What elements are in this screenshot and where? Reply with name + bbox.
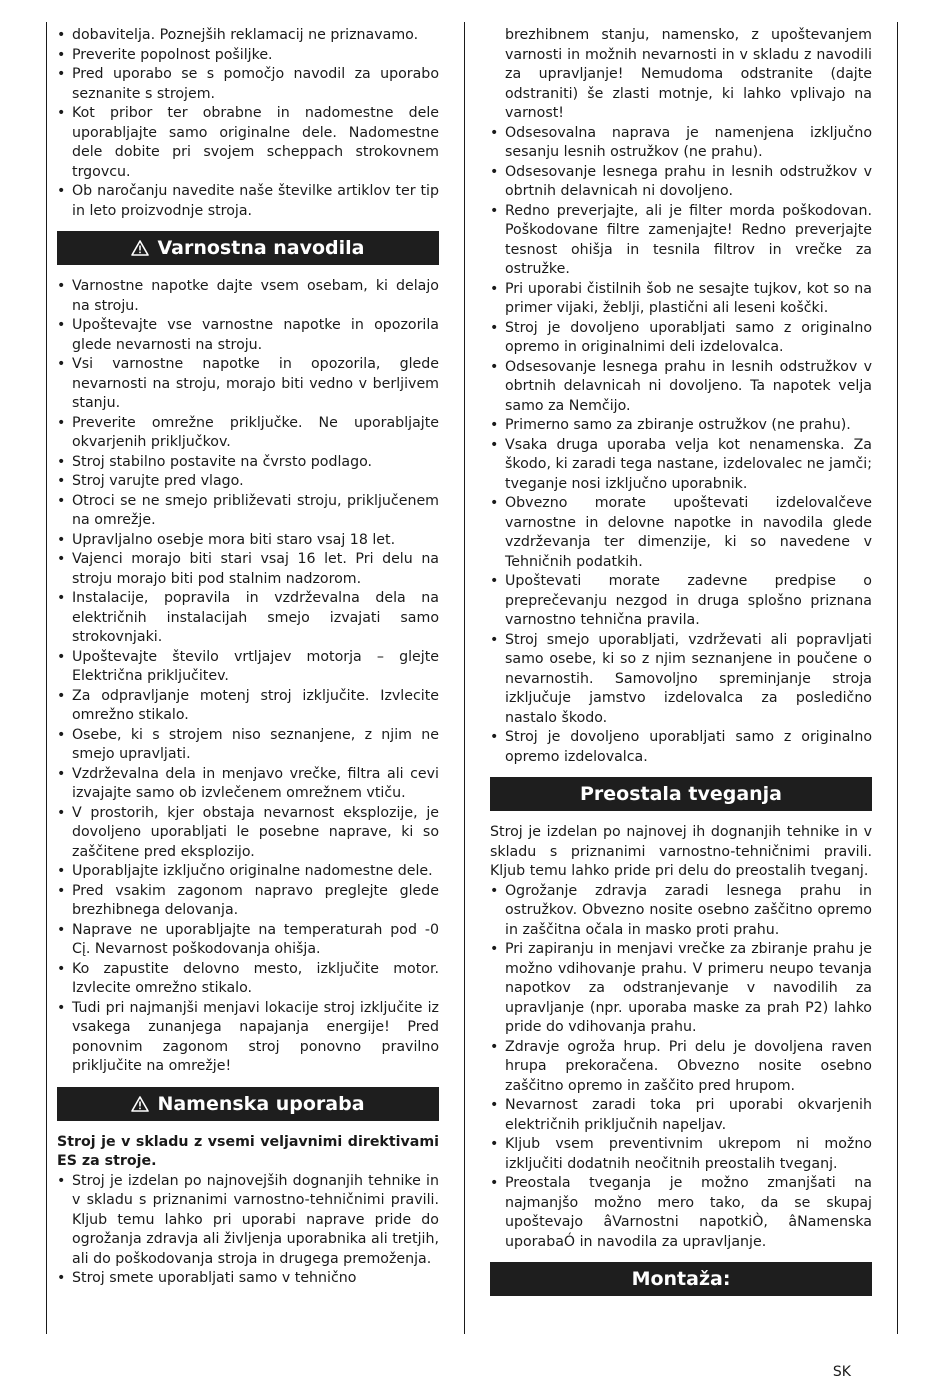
risks-list: [490, 882, 872, 1253]
list-item: • Preostala tveganja je možno zmanjšati na najmanjšo možno mero tako, da se skupaj upoštevajo âVarnostni napotkiÒ, âNamenska uporabaÓ in navodila za upravljanje.: [490, 1174, 872, 1252]
list-item: • Ogrožanje zdravja zaradi lesnega prahu in ostružkov. Obvezno nosite osebno zaščitno opremo in zaščitna očala in masko proti prahu.: [490, 882, 872, 941]
intro-list: [57, 26, 439, 221]
list-item: • V prostorih, kjer obstaja nevarnost eksplozije, je dovoljeno uporabljati le posebne naprave, ki so zaščitene pred eksplozijo.: [57, 804, 439, 863]
list-item: • Stroj je izdelan po najnovejših dognanjih tehnike in v skladu s priznanimi varnostno-tehničnimi pravili. Kljub temu lahko pri uporabi naprave pride do ogrožanja zdravja ali življenja uporabnika ali tretjih, ali do poškodovanja stroja in drugega premoženja.: [57, 1172, 439, 1270]
right-column: [490, 26, 872, 1308]
list-item: • Kljub vsem preventivnim ukrepom ni možno izključiti dodatnih neočitnih preostalih tveganj.: [490, 1135, 872, 1174]
list-item: • Odsesovanje lesnega prahu in lesnih odstružkov v obrtnih delavnicah ni dovoljeno.: [490, 163, 872, 202]
use-list-left: [57, 1172, 439, 1289]
warning-icon: [131, 1089, 149, 1123]
list-item: • Varnostne napotke dajte vsem osebam, ki delajo na stroju.: [57, 277, 439, 316]
risks-intro: Stroj je izdelan po najnovej ih dognanjih tehnike in v skladu s priznanimi varnostno-tehničnimi pravili. Kljub temu lahko pride pri delu do preostalih tveganj.: [490, 824, 872, 879]
list-item: • Stroj je dovoljeno uporabljati samo z originalno opremo in originalnimi deli izdelovalca.: [490, 319, 872, 358]
list-item: • Pred vsakim zagonom napravo preglejte glede brezhibnega delovanja.: [57, 882, 439, 921]
list-item: • Stroj je dovoljeno uporabljati samo z originalno opremo izdelovalca.: [490, 728, 872, 767]
risks-heading: [490, 777, 872, 811]
list-item: • Stroj smete uporabljati samo v tehnično: [57, 1269, 439, 1289]
list-item: • Ko zapustite delovno mesto, izključite motor. Izvlecite omrežno stikalo.: [57, 960, 439, 999]
list-item: • Zdravje ogroža hrup. Pri delu je dovoljena raven hrupa prekoračena. Obvezno nosite osebno zaščitno opremo in zaščito pred hrupom.: [490, 1038, 872, 1097]
list-item: • Odsesovanje lesnega prahu in lesnih odstružkov v obrtnih delavnicah ni dovoljeno. Ta napotek velja samo za Nemčijo.: [490, 358, 872, 417]
list-item: • Upoštevajte število vrtljajev motorja – glejte Električna priključitev.: [57, 648, 439, 687]
safety-list: [57, 277, 439, 1077]
list-item: • Vzdrževalna dela in menjavo vrečke, filtra ali cevi izvajajte samo ob izvlečenem omrežnem vtiču.: [57, 765, 439, 804]
list-item: • Preverite omrežne priključke. Ne uporabljajte okvarjenih priključkov.: [57, 414, 439, 453]
list-item: • Otroci se ne smejo približevati stroju, priključenem na omrežje.: [57, 492, 439, 531]
use-title: Namenska uporaba: [157, 1092, 365, 1115]
use-intro: Stroj je v skladu z vsemi veljavnimi direktivami ES za stroje.: [57, 1133, 439, 1169]
page-footer-lang: SK: [832, 1364, 851, 1380]
list-item: • Instalacije, popravila in vzdrževalna dela na električnih instalacijah smejo izvajati samo strokovnjaki.: [57, 589, 439, 648]
list-item: • Uporabljajte izključno originalne nadomestne dele.: [57, 862, 439, 882]
list-item: • Upoštevajte vse varnostne napotke in opozorila glede nevarnosti na stroju.: [57, 316, 439, 355]
assembly-heading: [490, 1262, 872, 1296]
left-column: [57, 26, 439, 1289]
list-item: • Kot pribor ter obrabne in nadomestne dele uporabljajte samo originalne dele. Nadomestne dele dobite pri svojem scheppach strokovnem trgovcu.: [57, 104, 439, 182]
column-rule-right: [897, 22, 898, 1334]
column-rule-middle: [464, 22, 465, 1334]
list-item: • Upoštevati morate zadevne predpise o preprečevanju nezgod in druga splošno priznana varnostno tehnična pravila.: [490, 572, 872, 631]
list-item: • Vajenci morajo biti stari vsaj 16 let. Pri delu na stroju morajo biti pod stalnim nadzorom.: [57, 550, 439, 589]
list-item: • Ob naročanju navedite naše številke artiklov ter tip in leto proizvodnje stroja.: [57, 182, 439, 221]
safety-heading: [57, 231, 439, 265]
list-item: • Nevarnost zaradi toka pri uporabi okvarjenih električnih priključnih napeljav.: [490, 1096, 872, 1135]
list-item: • Vsaka druga uporaba velja kot nenamenska. Za škodo, ki zaradi tega nastane, izdelovalec ne jamči; tveganje nosi izključno uporabnik.: [490, 436, 872, 495]
list-item: • Redno preverjajte, ali je filter morda poškodovan. Poškodovane filtre zamenjajte! Redno preverjajte tesnost ohišja in tesnila filtrov in vrečke za ostružke.: [490, 202, 872, 280]
list-item: • Pred uporabo se s pomočjo navodil za uporabo seznanite s strojem.: [57, 65, 439, 104]
list-item: • Pri zapiranju in menjavi vrečke za zbiranje prahu je možno vdihovanje prahu. V primeru neupo tevanja napotkov za odstranjevanje v navodilih za upravljanje (npr. uporaba maske za prah P2) lahko pride do vdihovanja prahu.: [490, 940, 872, 1038]
list-item: • Naprave ne uporabljajte na temperaturah pod -0 Cį. Nevarnost poškodovanja ohišja.: [57, 921, 439, 960]
safety-title: Varnostna navodila: [157, 237, 365, 259]
list-item: • Za odpravljanje motenj stroj izključite. Izvlecite omrežno stikalo.: [57, 687, 439, 726]
list-item: • Pri uporabi čistilnih šob ne sesajte tujkov, kot so na primer vijaki, žeblji, plastični ali leseni koščki.: [490, 280, 872, 319]
list-item: • Odsesovalna naprava je namenjena izključno sesanju lesnih ostružkov (ne prahu).: [490, 124, 872, 163]
list-item: • Preverite popolnost pošiljke.: [57, 46, 439, 66]
list-item: • Vsi varnostne napotke in opozorila, glede nevarnosti na stroju, morajo biti vedno v berljivem stanju.: [57, 355, 439, 414]
use-list-right: [490, 124, 872, 768]
list-item: • Tudi pri najmanjši menjavi lokacije stroj izključite iz vsakega zunanjega napajanja energije! Pred ponovnim zagonom stroj ponovno pravilno priključite na omrežje!: [57, 999, 439, 1077]
column-rule-left: [46, 22, 47, 1334]
list-item: • dobavitelja. Poznejših reklamacij ne priznavamo.: [57, 26, 439, 46]
list-item: • Osebe, ki s strojem niso seznanjene, z njim ne smejo upravljati.: [57, 726, 439, 765]
list-item: • Obvezno morate upoštevati izdelovalčeve varnostne in delovne napotke in navodila glede vzdrževanja ter dimenzije, ki so navedene v Tehničnih podatkih.: [490, 494, 872, 572]
list-item: • Stroj smejo uporabljati, vzdrževati ali popravljati samo osebe, ki so z njim seznanjene in poučene o nevarnostih. Samovoljno spreminjanje stroja izključuje jamstvo izdelovalca za posledično nastalo škodo.: [490, 631, 872, 729]
list-item: • Stroj stabilno postavite na čvrsto podlago.: [57, 453, 439, 473]
list-item: • Upravljalno osebje mora biti staro vsaj 18 let.: [57, 531, 439, 551]
risks-title: Preostala tveganja: [579, 783, 783, 805]
list-item: • Stroj varujte pred vlago.: [57, 472, 439, 492]
assembly-title: Montaža:: [631, 1268, 731, 1290]
warning-icon: [131, 233, 149, 267]
use-heading: [57, 1087, 439, 1121]
use-continued: brezhibnem stanju, namensko, z upoštevanjem varnosti in možnih nevarnosti in v skladu z navodili za upravljanje! Nemudoma odstranite (dajte odstraniti) še zlasti motnje, ki lahko vplivajo na varnost!: [505, 27, 872, 121]
list-item: • Primerno samo za zbiranje ostružkov (ne prahu).: [490, 416, 872, 436]
